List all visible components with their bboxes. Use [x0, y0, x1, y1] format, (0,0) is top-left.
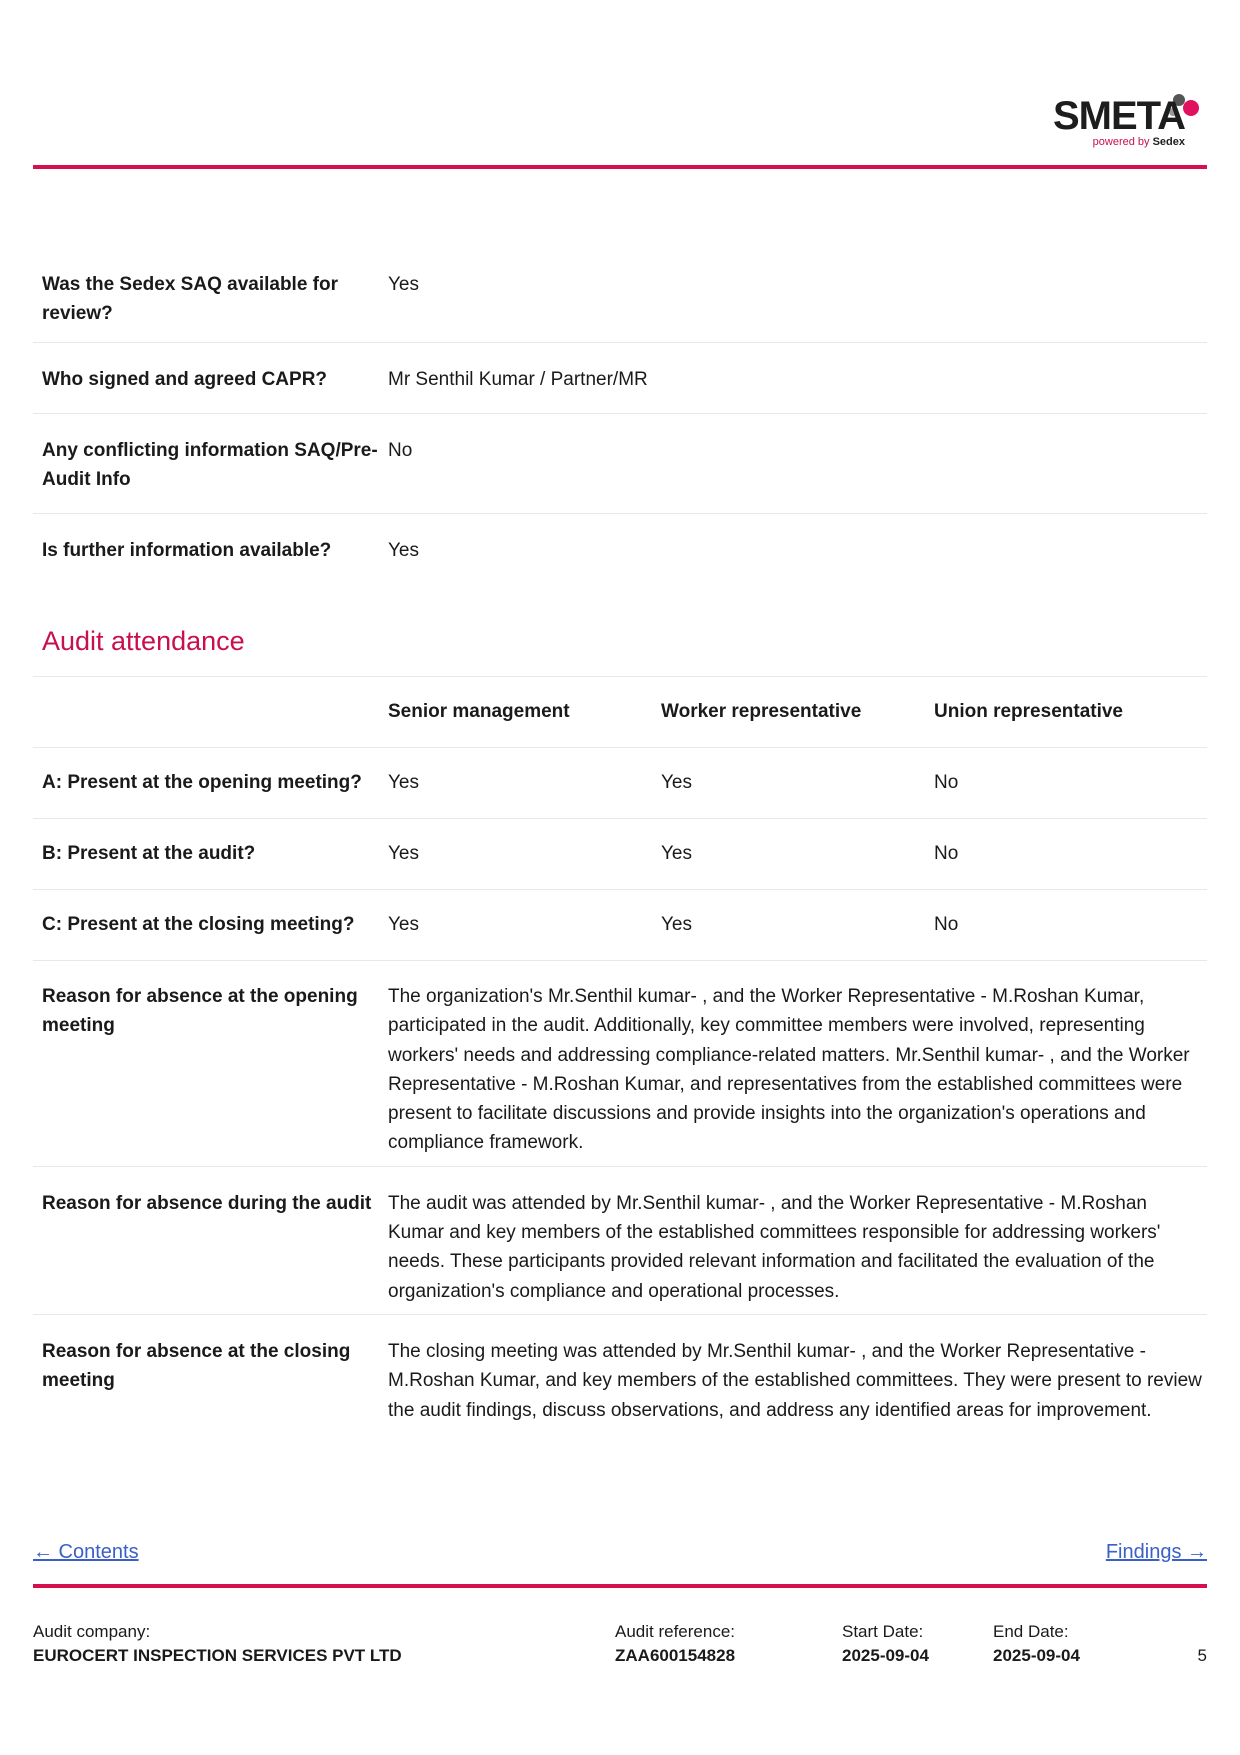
cell-worker: Yes — [661, 843, 692, 864]
info-label: Is further information available? — [42, 540, 332, 561]
end-date-label: End Date: — [993, 1622, 1069, 1641]
info-value: Yes — [388, 540, 419, 561]
reason-row — [33, 1167, 1207, 1315]
end-date-value: 2025-09-04 — [993, 1646, 1080, 1665]
attendance-header-row — [33, 677, 1207, 748]
reason-label: Reason for absence during the audit — [42, 1192, 372, 1214]
logo-sub-prefix: powered by — [1092, 136, 1150, 148]
cell-senior: Yes — [388, 843, 419, 864]
reason-text: The audit was attended by Mr.Senthil kumar- , and the Worker Representative - M.Roshan Kumar and key members of the established committees responsible for addressing workers' needs. These participants provided relevant information and facilitated the evaluation of the organization's compliance and operational processes. — [388, 1192, 1161, 1302]
reason-text: The organization's Mr.Senthil kumar- , and the Worker Representative - M.Roshan Kumar, participated in the audit. Additionally, key committee members were involved, representing workers' needs and addressing compliance-related matters. Mr.Senthil kumar- , and the Worker Representative - M.Roshan Kumar, and representatives from the established committees were present to facilitate discussions and provide insights into the organization's operations and compliance framework. — [388, 986, 1190, 1154]
start-date-label: Start Date: — [842, 1622, 924, 1641]
footer-divider — [33, 1584, 1207, 1588]
info-row — [33, 514, 1207, 585]
reason-label: Reason for absence at the opening meeting — [42, 986, 358, 1036]
footer-start-date — [842, 1620, 929, 1668]
reference-value: ZAA600154828 — [615, 1646, 736, 1665]
logo-subtitle — [1093, 136, 1185, 148]
cell-union: No — [934, 772, 959, 793]
logo-sub-brand: Sedex — [1152, 136, 1185, 148]
company-label: Audit company: — [33, 1622, 151, 1641]
contents-link[interactable]: ← Contents — [33, 1541, 139, 1563]
footer-end-date — [993, 1620, 1080, 1668]
info-label: Was the Sedex SAQ available for review? — [42, 274, 339, 324]
header-divider — [33, 165, 1207, 169]
row-label: C: Present at the closing meeting? — [42, 914, 355, 935]
reason-row — [33, 960, 1207, 1167]
column-header-union: Union representative — [934, 701, 1123, 722]
smeta-logo — [1052, 90, 1207, 150]
info-value: Mr Senthil Kumar / Partner/MR — [388, 369, 648, 390]
info-label: Any conflicting information SAQ/Pre-Audit Info — [42, 440, 378, 490]
info-value: No — [388, 440, 413, 461]
row-label: A: Present at the opening meeting? — [42, 772, 362, 793]
cell-union: No — [934, 914, 959, 935]
findings-link[interactable]: Findings → — [1105, 1541, 1207, 1563]
logo-text: SMETA — [1052, 94, 1185, 138]
footer-reference — [615, 1620, 735, 1668]
row-label: B: Present at the audit? — [42, 843, 256, 864]
absence-reasons — [33, 960, 1207, 1433]
table-row — [33, 819, 1207, 890]
reference-label: Audit reference: — [615, 1622, 736, 1641]
cell-union: No — [934, 843, 959, 864]
column-header-worker: Worker representative — [661, 701, 862, 722]
column-header-senior: Senior management — [388, 701, 570, 722]
reason-text: The closing meeting was attended by Mr.Senthil kumar- , and the Worker Representative - M.Roshan Kumar, and key members of the established committees. They were present to review the audit findings, discuss observations, and address any identified areas for improvement. — [388, 1340, 1202, 1421]
footer-company — [33, 1620, 402, 1668]
info-row — [33, 414, 1207, 514]
start-date-value: 2025-09-04 — [842, 1646, 929, 1665]
reason-row — [33, 1315, 1207, 1433]
info-row — [33, 248, 1207, 343]
attendance-table — [33, 676, 1207, 961]
page-number: 5 — [1197, 1646, 1207, 1665]
cell-worker: Yes — [661, 772, 692, 793]
table-row — [33, 890, 1207, 961]
info-table — [33, 248, 1207, 585]
reason-label: Reason for absence at the closing meeting — [42, 1340, 351, 1391]
info-row — [33, 343, 1207, 414]
company-value: EUROCERT INSPECTION SERVICES PVT LTD — [33, 1646, 402, 1665]
info-label: Who signed and agreed CAPR? — [42, 369, 328, 390]
cell-senior: Yes — [388, 772, 419, 793]
cell-worker: Yes — [661, 914, 692, 935]
logo-dot-icon — [1183, 100, 1199, 116]
table-row — [33, 748, 1207, 819]
cell-senior: Yes — [388, 914, 419, 935]
info-value: Yes — [388, 274, 419, 295]
section-title: Audit attendance — [42, 626, 245, 656]
